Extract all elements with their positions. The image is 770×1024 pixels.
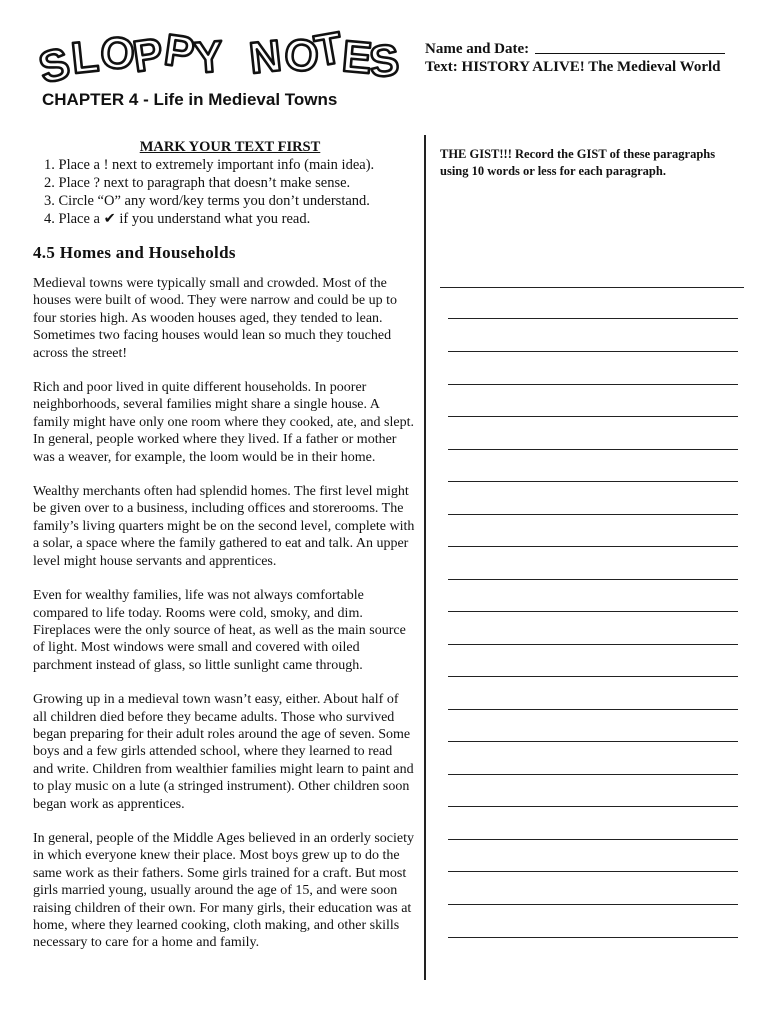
gist-write-line[interactable] xyxy=(448,644,738,645)
paragraph: Rich and poor lived in quite different households. In poorer neighborhoods, several families might share a single house. A family might have only one room where they cooked, ate, and slept. In general, people worked where they lived. If a father or mother was a weaver, for example, the loom would be in their home. xyxy=(33,380,415,465)
paragraph: Even for wealthy families, life was not always comfortable compared to life today. Rooms were cold, smoky, and dim. Fireplaces were the only source of heat, as well as the main source of light. Most windows were small and covered with oiled parchment instead of glass, so little sunlight came through. xyxy=(33,588,406,673)
gist-write-line[interactable] xyxy=(448,774,738,775)
gist-write-line[interactable] xyxy=(448,741,738,742)
svg-text:P: P xyxy=(161,25,198,78)
svg-text:S: S xyxy=(34,38,75,94)
mark-instructions-title: MARK YOUR TEXT FIRST xyxy=(139,139,321,155)
gist-write-line[interactable] xyxy=(448,351,738,352)
paragraph: Growing up in a medieval town wasn’t easy, either. About half of all children died before they became adults. Those who survived began preparing for their adult roles around the age of seven. Some boys and a few girls attended school, where they learned to read and write. Children from wealthier families might learn to paint and to play music on a lute (a stringed instrument). Other children soon began work as apprentices. xyxy=(33,692,414,812)
section-body xyxy=(33,275,415,969)
svg-text:S: S xyxy=(367,35,402,87)
gist-write-line[interactable] xyxy=(448,318,738,319)
gist-write-line[interactable] xyxy=(440,287,744,288)
mark-instruction-item: 3. Circle “O” any word/key terms you don’t understand. xyxy=(44,193,370,209)
column-divider xyxy=(424,135,426,980)
gist-write-line[interactable] xyxy=(448,709,738,710)
gist-write-line[interactable] xyxy=(448,546,738,547)
gist-write-line[interactable] xyxy=(448,611,738,612)
paragraph: Medieval towns were typically small and crowded. Most of the houses were built of wood. They were narrow and could be up to four stories high. As wooden houses aged, they tended to lean. Sometimes two facing houses would lean so much they touched across the street! xyxy=(33,276,398,361)
gist-write-line[interactable] xyxy=(448,806,738,807)
svg-text:N: N xyxy=(247,31,284,84)
gist-write-line[interactable] xyxy=(448,871,738,872)
gist-write-line[interactable] xyxy=(448,481,738,482)
gist-write-line[interactable] xyxy=(448,937,738,938)
section-title: 4.5 Homes and Households xyxy=(33,243,236,262)
mark-instructions-list xyxy=(44,156,416,228)
name-date-label: Name and Date: xyxy=(425,41,530,57)
gist-write-line[interactable] xyxy=(448,579,738,580)
gist-write-line[interactable] xyxy=(448,384,738,385)
name-date-blank[interactable] xyxy=(535,40,725,54)
sloppy-notes-logo xyxy=(34,22,402,94)
svg-text:O: O xyxy=(281,29,322,83)
gist-write-line[interactable] xyxy=(448,904,738,905)
mark-instructions xyxy=(44,138,416,228)
svg-text:E: E xyxy=(340,31,374,84)
mark-instruction-item: 4. Place a ✔ if you understand what you read. xyxy=(44,211,311,227)
svg-text:L: L xyxy=(69,31,101,84)
chapter-title: CHAPTER 4 - Life in Medieval Towns xyxy=(42,90,338,109)
svg-text:O: O xyxy=(98,27,137,80)
mark-instruction-item: 1. Place a ! next to extremely important info (main idea). xyxy=(44,157,375,173)
sloppy-notes-logo-art xyxy=(34,22,402,94)
paragraph: Wealthy merchants often had splendid homes. The first level might be given over to a business, including offices and storerooms. The family’s living quarters might be on the second level, complete with a solar, a space where the family gathered to eat and talk. An upper level might house servants and apprentices. xyxy=(33,484,415,569)
svg-text:Y: Y xyxy=(192,31,225,83)
mark-instruction-item: 2. Place ? next to paragraph that doesn’t make sense. xyxy=(44,175,351,191)
gist-write-line[interactable] xyxy=(448,514,738,515)
gist-write-line[interactable] xyxy=(448,676,738,677)
svg-text:T: T xyxy=(311,23,347,77)
gist-write-line[interactable] xyxy=(448,449,738,450)
gist-write-line[interactable] xyxy=(448,839,738,840)
text-label: Text: HISTORY ALIVE! The Medieval World xyxy=(425,59,721,75)
name-date-block xyxy=(425,40,725,76)
paragraph: In general, people of the Middle Ages believed in an orderly society in which everyone knew their place. Most boys grew up to do the same work as their fathers. Some girls trained for a craft. But most girls married young, usually around the age of 15, and were soon raising children of their own. For many girls, their education was at home, where they learned cooking, cloth making, and other skills necessary to care for a home and family. xyxy=(33,830,414,951)
gist-write-line[interactable] xyxy=(448,416,738,417)
svg-text:P: P xyxy=(130,29,166,82)
gist-instructions: THE GIST!!! Record the GIST of these paragraphs using 10 words or less for each paragraph. xyxy=(440,147,716,178)
